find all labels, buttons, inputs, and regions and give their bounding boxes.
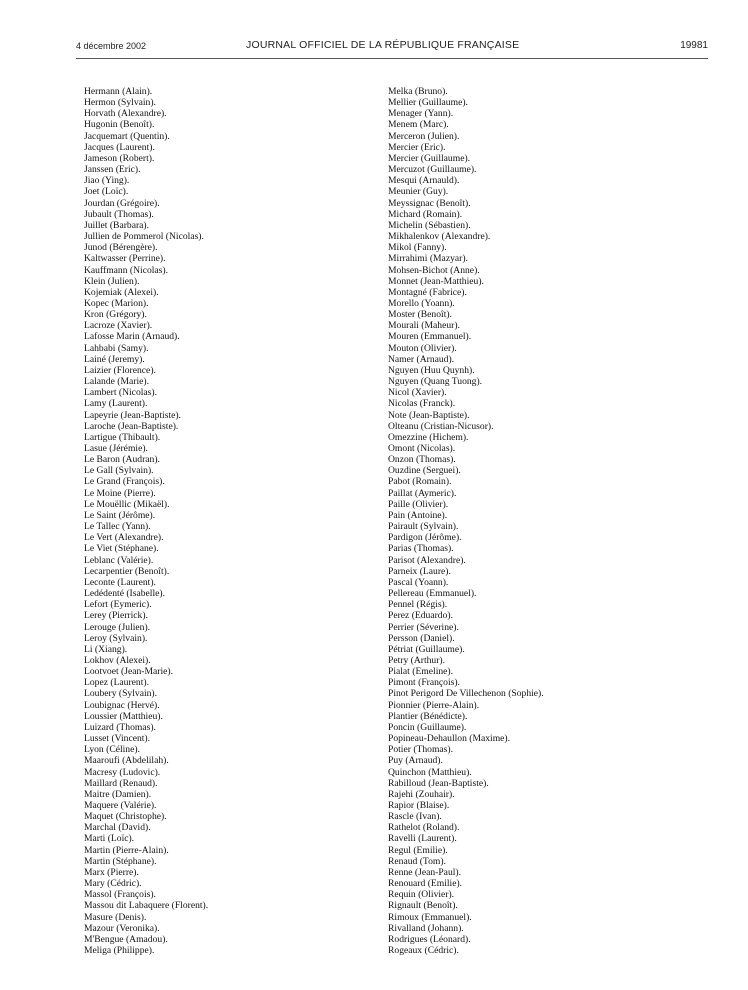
name-entry: Mazour (Veronika).: [84, 922, 160, 934]
name-entry: Rajehi (Zouhair).: [388, 788, 455, 800]
name-entry: Lalande (Marie).: [84, 376, 149, 388]
journal-title: JOURNAL OFFICIEL DE LA RÉPUBLIQUE FRANÇAISE: [246, 39, 520, 51]
name-entry: Rathelot (Roland).: [388, 822, 460, 834]
name-entry: Mercier (Guillaume).: [388, 152, 471, 164]
name-entry: Requin (Olivier).: [388, 889, 455, 901]
name-entry: Macresy (Ludovic).: [84, 766, 161, 778]
name-entry: Melka (Bruno).: [388, 86, 448, 97]
name-entry: Lartigue (Thibault).: [84, 431, 161, 443]
name-entry: Lokhov (Alexei).: [84, 654, 151, 666]
name-entry: Nicol (Xavier).: [388, 387, 447, 399]
name-entry: Jourdan (Grégoire).: [84, 197, 160, 209]
name-entry: Massol (François).: [84, 889, 156, 901]
name-entry: Onzon (Thomas).: [388, 454, 456, 466]
name-entry: Laroche (Jean-Baptiste).: [84, 420, 179, 432]
name-entry: Olteanu (Cristian-Nicusor).: [388, 420, 494, 432]
name-entry: Le Viet (Stéphane).: [84, 543, 159, 555]
name-entry: Perez (Eduardo).: [388, 610, 453, 622]
name-entry: Le Saint (Jérôme).: [84, 509, 156, 521]
name-entry: Pellereau (Emmanuel).: [388, 588, 477, 600]
name-entry: Lecarpentier (Benoît).: [84, 565, 170, 577]
name-entry: Lusset (Vincent).: [84, 733, 151, 745]
name-entry: Lafosse Marin (Arnaud).: [84, 331, 180, 343]
name-entry: Namer (Arnaud).: [388, 353, 455, 365]
name-entry: Mikhalenkov (Alexandre).: [388, 231, 491, 243]
name-entry: Juillet (Barbara).: [84, 219, 149, 231]
name-entry: Rivalland (Johann).: [388, 922, 464, 934]
name-entry: Mirrahimi (Mazyar).: [388, 253, 468, 265]
name-entry: Rapior (Blaise).: [388, 800, 450, 811]
name-entry: Joet (Loïc).: [84, 186, 129, 198]
name-entry: Rabilloud (Jean-Baptiste).: [388, 777, 489, 789]
name-entry: Le Tallec (Yann).: [84, 521, 151, 533]
name-entry: M'Bengue (Amadou).: [84, 933, 168, 945]
page-header: [76, 38, 708, 58]
name-entry: Maquet (Christophe).: [84, 811, 167, 823]
name-entry: Lerouge (Julien).: [84, 621, 151, 633]
name-entry: Pennel (Régis).: [388, 599, 448, 611]
name-entry: Merceron (Julien).: [388, 130, 460, 142]
name-entry: Loussier (Matthieu).: [84, 710, 163, 722]
name-entry: Marchal (David).: [84, 822, 151, 834]
name-entry: Janssen (Eric).: [84, 164, 141, 176]
name-entry: Omezzine (Hichem).: [388, 431, 469, 443]
name-entry: Nicolas (Franck).: [388, 398, 456, 410]
name-entry: Lahbabi (Samy).: [84, 342, 149, 354]
name-entry: Michelin (Sébastien).: [388, 219, 471, 231]
name-entry: Montagné (Fabrice).: [388, 286, 467, 298]
name-entry: Jacques (Laurent).: [84, 141, 155, 153]
name-entry: Rodrigues (Léonard).: [388, 933, 471, 945]
name-entry: Massou dit Labaquere (Florent).: [84, 900, 209, 912]
name-entry: Moster (Benoît).: [388, 309, 452, 321]
name-entry: Ravelli (Laurent).: [388, 833, 457, 845]
name-entry: Lambert (Nicolas).: [84, 387, 157, 399]
name-entry: Hermann (Alain).: [84, 86, 153, 97]
name-entry: Jiao (Ying).: [84, 175, 130, 187]
name-entry: Luizard (Thomas).: [84, 721, 156, 733]
name-entry: Le Gall (Sylvain).: [84, 465, 154, 477]
name-entry: Potier (Thomas).: [388, 744, 454, 756]
name-entry: Lapeyrie (Jean-Baptiste).: [84, 409, 181, 421]
name-entry: Pascal (Yoann).: [388, 576, 449, 588]
name-entry: Monnet (Jean-Matthieu).: [388, 275, 484, 287]
name-entry: Kron (Grégory).: [84, 309, 147, 321]
name-entry: Pardigon (Jérôme).: [388, 532, 462, 544]
name-entry: Morello (Yoann).: [388, 297, 455, 309]
name-entry: Lyon (Céline).: [84, 744, 140, 756]
name-entry: Leconte (Laurent).: [84, 576, 156, 588]
name-entry: Lootvoet (Jean-Marie).: [84, 666, 173, 678]
name-entry: Popineau-Dehaullon (Maxime).: [388, 733, 511, 745]
name-entry: Mouren (Emmanuel).: [388, 331, 472, 343]
name-entry: Menager (Yann).: [388, 108, 454, 120]
name-entry: Kojemiak (Alexei).: [84, 286, 159, 298]
name-entry: Mary (Cédric).: [84, 878, 142, 890]
name-entry: Junod (Bérengère).: [84, 242, 158, 254]
page-number: 19981: [680, 40, 708, 51]
name-entry: Masure (Denis).: [84, 911, 147, 923]
header-rule: [76, 58, 708, 59]
name-entry: Pain (Antoine).: [388, 509, 448, 521]
name-entry: Pairault (Sylvain).: [388, 521, 459, 533]
name-entry: Laizier (Florence).: [84, 364, 156, 376]
name-entry: Li (Xiang).: [84, 643, 128, 655]
name-entry: Meliga (Philippe).: [84, 945, 155, 957]
name-entry: Leblanc (Valérie).: [84, 554, 154, 566]
name-entry: Renaud (Tom).: [388, 855, 446, 867]
name-entry: Menem (Marc).: [388, 119, 449, 131]
name-entry: Lasue (Jérémie).: [84, 443, 148, 454]
name-entry: Jameson (Robert).: [84, 152, 155, 164]
name-entry: Leroy (Sylvain).: [84, 632, 148, 644]
name-entry: Mercuzot (Guillaume).: [388, 164, 477, 176]
name-entry: Puy (Arnaud).: [388, 755, 443, 767]
name-entry: Rascle (Ivan).: [388, 811, 442, 823]
name-entry: Marx (Pierre).: [84, 866, 139, 878]
name-entry: Mourali (Maheur).: [388, 320, 460, 332]
name-entry: Nguyen (Quang Tuong).: [388, 376, 483, 388]
name-entry: Mouton (Olivier).: [388, 342, 457, 354]
name-entry: Jacquemart (Quentin).: [84, 130, 170, 142]
name-entry: Paillat (Aymeric).: [388, 487, 457, 499]
name-entry: Hermon (Sylvain).: [84, 97, 156, 109]
name-entry: Meyssignac (Benoît).: [388, 197, 471, 209]
name-entry: Le Baron (Audran).: [84, 454, 160, 466]
name-entry: Jullien de Pommerol (Nicolas).: [84, 231, 204, 243]
name-entry: Note (Jean-Baptiste).: [388, 409, 470, 421]
name-entry: Martin (Stéphane).: [84, 855, 157, 867]
name-entry: Michard (Romain).: [388, 208, 463, 220]
name-entry: Le Vert (Alexandre).: [84, 532, 164, 544]
name-list-right-column: [388, 86, 544, 956]
name-entry: Petry (Arthur).: [388, 654, 446, 666]
name-entry: Kauffmann (Nicolas).: [84, 264, 169, 276]
name-entry: Martin (Pierre-Alain).: [84, 844, 169, 856]
name-entry: Parneix (Laure).: [388, 565, 451, 577]
name-entry: Mercier (Eric).: [388, 141, 446, 153]
name-entry: Pionnier (Pierre-Alain).: [388, 699, 480, 711]
name-entry: Le Mouëllic (Mikaël).: [84, 498, 170, 510]
name-entry: Le Moine (Pierre).: [84, 487, 156, 499]
name-list-left-column: [84, 86, 208, 956]
name-entry: Marti (Loïc).: [84, 833, 135, 845]
name-entry: Maaroufi (Abdelilah).: [84, 755, 169, 767]
name-entry: Lerey (Pierrick).: [84, 610, 148, 622]
name-entry: Loubery (Sylvain).: [84, 688, 158, 700]
name-entry: Quinchon (Matthieu).: [388, 766, 472, 778]
name-entry: Lefort (Eymeric).: [84, 599, 152, 611]
name-entry: Pinot Perigord De Villechenon (Sophie).: [388, 688, 544, 700]
name-entry: Parias (Thomas).: [388, 543, 454, 555]
publication-date: 4 décembre 2002: [76, 41, 147, 51]
name-entry: Mesqui (Arnauld).: [388, 175, 460, 187]
name-entry: Mikol (Fanny).: [388, 242, 447, 254]
name-entry: Rogeaux (Cédric).: [388, 945, 459, 957]
name-entry: Perrier (Séverine).: [388, 621, 459, 633]
name-entry: Ledédenté (Isabelle).: [84, 588, 165, 600]
name-entry: Parisot (Alexandre).: [388, 554, 466, 566]
name-entry: Renouard (Emilie).: [388, 878, 463, 890]
name-entry: Lamy (Laurent).: [84, 398, 148, 410]
name-entry: Omont (Nicolas).: [388, 443, 456, 454]
name-entry: Lacroze (Xavier).: [84, 320, 153, 332]
name-entry: Hugonin (Benoît).: [84, 119, 155, 131]
name-entry: Rimoux (Emmanuel).: [388, 911, 472, 923]
name-entry: Meunier (Guy).: [388, 186, 449, 198]
name-entry: Pabot (Romain).: [388, 476, 452, 488]
name-entry: Horvath (Alexandre).: [84, 108, 167, 120]
name-entry: Persson (Daniel).: [388, 632, 455, 644]
name-entry: Mohsen-Bichot (Anne).: [388, 264, 480, 276]
name-entry: Loubignac (Hervé).: [84, 699, 160, 711]
name-entry: Jubault (Thomas).: [84, 208, 154, 220]
name-entry: Regul (Emilie).: [388, 844, 448, 856]
name-entry: Lopez (Laurent).: [84, 677, 149, 689]
name-entry: Renne (Jean-Paul).: [388, 866, 461, 878]
name-entry: Maitre (Damien).: [84, 788, 152, 800]
name-entry: Kopec (Marion).: [84, 297, 149, 309]
name-entry: Pialat (Emeline).: [388, 666, 454, 678]
name-entry: Rignault (Benoît).: [388, 900, 458, 912]
name-entry: Nguyen (Huu Quynh).: [388, 364, 475, 376]
name-entry: Pétriat (Guillaume).: [388, 643, 465, 655]
name-entry: Pimont (François).: [388, 677, 460, 689]
name-entry: Mellier (Guillaume).: [388, 97, 468, 109]
name-entry: Klein (Julien).: [84, 275, 140, 287]
name-entry: Le Grand (François).: [84, 476, 165, 488]
name-entry: Plantier (Bénédicte).: [388, 710, 468, 722]
name-entry: Poncin (Guillaume).: [388, 721, 467, 733]
name-entry: Maquere (Valérie).: [84, 800, 157, 811]
name-entry: Paille (Olivier).: [388, 498, 449, 510]
name-entry: Kaltwasser (Perrine).: [84, 253, 166, 265]
name-entry: Maillard (Renaud).: [84, 777, 158, 789]
name-entry: Lainé (Jeremy).: [84, 353, 145, 365]
name-entry: Ouzdine (Serguei).: [388, 465, 461, 477]
